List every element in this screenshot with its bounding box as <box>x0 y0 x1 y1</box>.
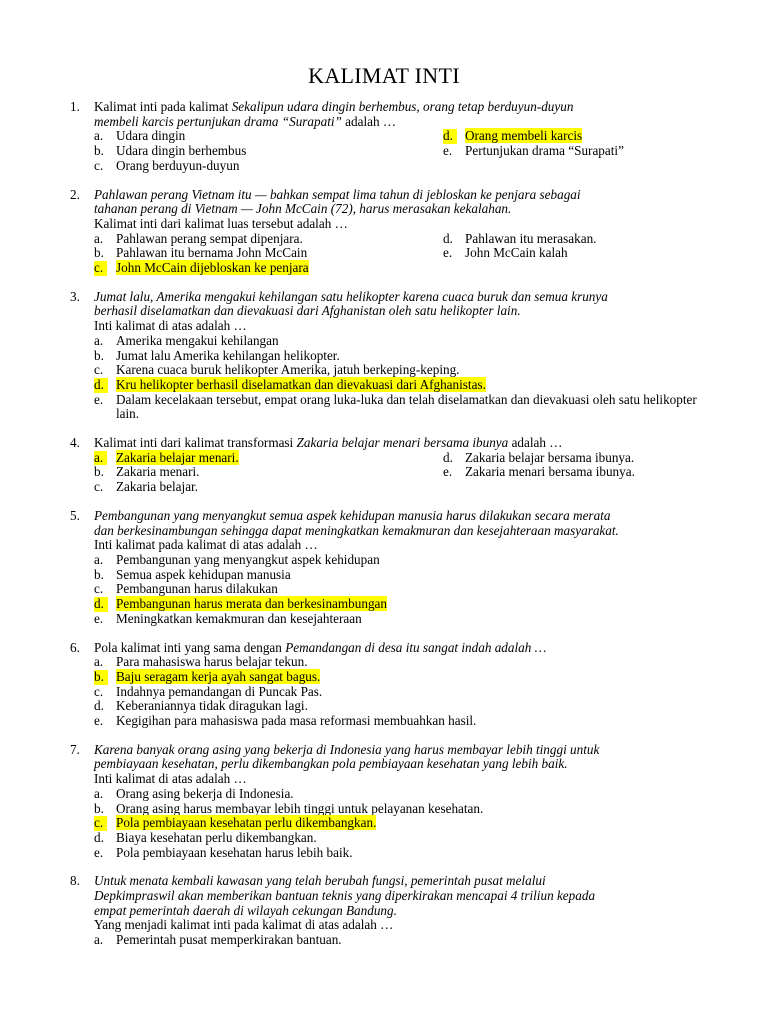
question-text: Inti kalimat di atas adalah … <box>94 318 247 334</box>
answer-option-highlighted <box>94 451 443 466</box>
answer-options <box>94 129 710 173</box>
document-title: KALIMAT INTI <box>308 63 460 88</box>
option-text: Pola pembiayaan kesehatan perlu dikembangkan. <box>116 815 377 831</box>
question-number: 1. <box>70 99 80 114</box>
option-label: a. <box>94 451 107 466</box>
answer-option <box>94 129 443 144</box>
question-item <box>70 188 710 276</box>
question-text-line <box>94 304 710 319</box>
answer-option <box>94 246 443 261</box>
option-text: Zakaria menari bersama ibunya. <box>465 464 635 480</box>
option-text: Zakaria menari. <box>116 464 200 480</box>
answer-option-highlighted <box>443 129 643 144</box>
option-label: e. <box>94 713 104 729</box>
answer-option <box>94 802 710 817</box>
answer-option <box>443 232 643 247</box>
question-text-line <box>94 538 710 553</box>
option-text: Pertunjukan drama “Surapati” <box>465 143 624 159</box>
question-text-line <box>94 524 710 539</box>
question-text-line <box>94 188 710 203</box>
question-item <box>70 874 710 948</box>
italic-sentence: empat pemerintah daerah di wilayah cekungan Bandung. <box>94 902 397 918</box>
answer-option-highlighted <box>94 597 710 612</box>
option-text: Orang asing bekerja di Indonesia. <box>116 785 294 801</box>
answer-option <box>94 363 710 378</box>
option-text: Pembangunan harus dilakukan <box>116 581 278 597</box>
option-text: Zakaria belajar menari. <box>116 449 239 465</box>
option-label: d. <box>94 597 108 612</box>
answer-option <box>94 714 710 729</box>
italic-sentence: pembiayaan kesehatan, perlu dikembangkan pola pembiayaan kesehatan yang lebih baik. <box>94 756 568 772</box>
answer-option <box>94 831 710 846</box>
option-label: d. <box>94 378 108 393</box>
option-label: a. <box>94 332 104 348</box>
answer-options <box>94 334 710 422</box>
option-label: c. <box>94 816 107 831</box>
answer-options <box>94 655 710 729</box>
question-item <box>70 509 710 627</box>
option-label: c. <box>94 581 104 597</box>
option-label: c. <box>94 157 104 173</box>
italic-sentence: dan berkesinambungan sehingga dapat meningkatkan kemakmuran dan kesejahteraan masyarakat. <box>94 522 619 538</box>
question-item <box>70 290 710 422</box>
italic-sentence: berhasil diselamatkan dan dievakuasi dari Afghanistan oleh satu helikopter lain. <box>94 303 521 319</box>
option-label: c. <box>94 683 104 699</box>
option-text: Biaya kesehatan perlu dikembangkan. <box>116 829 317 845</box>
option-text: Pahlawan itu merasakan. <box>465 230 597 246</box>
answer-option <box>94 568 710 583</box>
question-item <box>70 743 710 861</box>
option-text: Pemerintah pusat memperkirakan bantuan. <box>116 932 342 948</box>
question-number: 4. <box>70 435 80 451</box>
italic-sentence: tahanan perang di Vietnam — John McCain (72), harus merasakan kekalahan. <box>94 201 512 217</box>
option-label: e. <box>443 245 453 261</box>
option-text: Para mahasiswa harus belajar tekun. <box>116 654 308 670</box>
option-text: Baju seragam kerja ayah sangat bagus. <box>116 668 321 684</box>
option-label: b. <box>94 800 104 816</box>
answer-options <box>94 933 710 948</box>
question-number: 7. <box>70 741 80 757</box>
question-text-line <box>94 772 710 787</box>
question-list <box>70 100 710 962</box>
answer-option <box>94 334 710 349</box>
option-label: e. <box>443 464 453 480</box>
question-text: adalah … <box>341 113 397 129</box>
option-text: Dalam kecelakaan tersebut, empat orang luka-luka dan telah diselamatkan dan dievakuasi oleh satu helikopter lain. <box>116 391 697 422</box>
answer-option <box>94 465 443 480</box>
question-number: 3. <box>70 288 80 304</box>
option-label: b. <box>94 670 108 685</box>
question-number: 6. <box>70 639 80 655</box>
question-text: Kalimat inti dari kalimat transformasi <box>94 435 297 451</box>
option-label: d. <box>443 230 453 246</box>
option-label: e. <box>94 391 104 407</box>
option-label: d. <box>443 129 457 144</box>
option-text: Zakaria belajar. <box>116 479 199 495</box>
option-text: Pahlawan itu bernama John McCain <box>116 245 308 261</box>
answer-option <box>94 846 710 861</box>
italic-sentence: membeli karcis pertunjukan drama “Surapati” <box>94 113 342 129</box>
answer-option <box>443 246 643 261</box>
italic-sentence: Pembangunan yang menyangkut semua aspek kehidupan manusia harus dilakukan secara merata <box>94 507 611 523</box>
italic-sentence: Sekalipun udara dingin berhembus, orang tetap berduyun-duyun <box>231 99 574 114</box>
option-label: b. <box>94 143 104 159</box>
option-label: b. <box>94 566 104 582</box>
answer-option <box>443 451 643 466</box>
italic-sentence: Pahlawan perang Vietnam itu — bahkan sempat lima tahun di jebloskan ke penjara sebagai <box>94 186 581 202</box>
answer-options <box>94 553 710 627</box>
option-label: b. <box>94 464 104 480</box>
question-text: Inti kalimat di atas adalah … <box>94 771 247 787</box>
option-label: e. <box>94 610 104 626</box>
question-number: 5. <box>70 507 80 523</box>
question-text-line <box>94 509 710 524</box>
question-number: 8. <box>70 873 80 889</box>
question-item <box>70 436 710 495</box>
answer-option <box>443 465 643 480</box>
option-text: Jumat lalu Amerika kehilangan helikopter. <box>116 347 340 363</box>
option-text: Keberaniannya tidak diragukan lagi. <box>116 698 308 714</box>
option-label: a. <box>94 230 104 246</box>
answer-options <box>94 451 710 495</box>
option-text: Amerika mengakui kehilangan <box>116 332 279 348</box>
option-label: a. <box>94 128 104 144</box>
italic-sentence: Untuk menata kembali kawasan yang telah berubah fungsi, pemerintah pusat melalui <box>94 873 546 889</box>
question-text-line <box>94 100 710 115</box>
option-label: d. <box>94 829 104 845</box>
answer-option <box>94 232 443 247</box>
option-text: Orang membeli karcis <box>465 128 583 144</box>
question-text-line <box>94 290 710 305</box>
option-text: Pola pembiayaan kesehatan harus lebih baik. <box>116 844 353 860</box>
question-text: Kalimat inti dari kalimat luas tersebut adalah … <box>94 215 348 231</box>
italic-sentence: Pemandangan di desa itu sangat indah adalah … <box>285 639 547 655</box>
italic-sentence: Depkimpraswil akan memberikan bantuan teknis yang diperkirakan mencapai 4 triliun kepada <box>94 888 596 904</box>
question-item <box>70 641 710 729</box>
option-text: Indahnya pemandangan di Puncak Pas. <box>116 683 323 699</box>
question-text-line <box>94 319 710 334</box>
question-text: Pola kalimat inti yang sama dengan <box>94 639 286 655</box>
answer-option <box>443 144 643 159</box>
answer-option <box>94 655 710 670</box>
answer-option-highlighted <box>94 816 710 831</box>
option-label: e. <box>443 143 453 159</box>
question-number: 2. <box>70 186 80 202</box>
option-label: c. <box>94 479 104 495</box>
question-text: Yang menjadi kalimat inti pada kalimat di atas adalah … <box>94 917 394 933</box>
option-text: Meningkatkan kemakmuran dan kesejahteraan <box>116 610 362 626</box>
question-text-line <box>94 202 710 217</box>
question-text-line <box>94 217 710 232</box>
option-text: Zakaria belajar bersama ibunya. <box>465 449 635 465</box>
question-text-line <box>94 115 710 130</box>
question-text-line <box>94 641 710 656</box>
answer-option <box>94 787 710 802</box>
option-text: Udara dingin berhembus <box>116 143 247 159</box>
option-text: John McCain kalah <box>465 245 568 261</box>
answer-option <box>94 393 706 422</box>
option-text: Orang berduyun-duyun <box>116 157 240 173</box>
option-label: d. <box>94 698 104 714</box>
answer-option <box>94 553 710 568</box>
question-text-line <box>94 743 710 758</box>
answer-option <box>94 612 710 627</box>
question-text-line <box>94 757 710 772</box>
option-text: Udara dingin <box>116 128 186 144</box>
option-label: c. <box>94 362 104 378</box>
option-text: Karena cuaca buruk helikopter Amerika, jatuh berkeping-keping. <box>116 362 460 378</box>
answer-option <box>94 144 443 159</box>
option-text: Kru helikopter berhasil diselamatkan dan dievakuasi dari Afghanistas. <box>116 376 486 392</box>
answer-option <box>94 159 443 174</box>
option-label: b. <box>94 347 104 363</box>
question-text: Kalimat inti pada kalimat <box>94 99 232 114</box>
answer-option <box>94 349 710 364</box>
option-label: a. <box>94 654 104 670</box>
question-text-line <box>94 874 710 889</box>
option-label: b. <box>94 245 104 261</box>
option-text: Pahlawan perang sempat dipenjara. <box>116 230 303 246</box>
option-text: Kegigihan para mahasiswa pada masa reformasi membuahkan hasil. <box>116 713 477 729</box>
answer-option-highlighted <box>94 670 710 685</box>
option-text: Semua aspek kehidupan manusia <box>116 566 291 582</box>
italic-sentence: Zakaria belajar menari bersama ibunya <box>296 435 509 451</box>
question-text-line <box>94 889 710 904</box>
answer-option <box>94 685 710 700</box>
option-text: John McCain dijebloskan ke penjara <box>116 260 309 276</box>
question-text: adalah … <box>508 435 563 451</box>
answer-options <box>94 232 710 276</box>
option-label: c. <box>94 261 107 276</box>
option-label: a. <box>94 785 104 801</box>
italic-sentence: Karena banyak orang asing yang bekerja di Indonesia yang harus membayar lebih tinggi untuk <box>94 741 600 757</box>
question-item <box>70 100 710 174</box>
answer-options <box>94 787 710 861</box>
option-label: a. <box>94 551 104 567</box>
answer-option-highlighted <box>94 261 443 276</box>
question-text-line <box>94 918 710 933</box>
answer-option <box>94 933 710 948</box>
option-text: Orang asing harus membayar lebih tinggi untuk pelayanan kesehatan. <box>116 800 484 816</box>
answer-option-highlighted <box>94 378 710 393</box>
italic-sentence: Jumat lalu, Amerika mengakui kehilangan satu helikopter karena cuaca buruk dan semua krunya <box>94 288 608 304</box>
option-text: Pembangunan harus merata dan berkesinambungan <box>116 596 387 612</box>
option-label: d. <box>443 449 453 465</box>
option-label: a. <box>94 932 104 948</box>
answer-option <box>94 480 443 495</box>
question-text-line <box>94 904 710 919</box>
question-text-line <box>94 436 710 451</box>
option-text: Pembangunan yang menyangkut aspek kehidupan <box>116 551 380 567</box>
option-label: e. <box>94 844 104 860</box>
answer-option <box>94 699 710 714</box>
answer-option <box>94 582 710 597</box>
question-text: Inti kalimat pada kalimat di atas adalah … <box>94 537 318 553</box>
